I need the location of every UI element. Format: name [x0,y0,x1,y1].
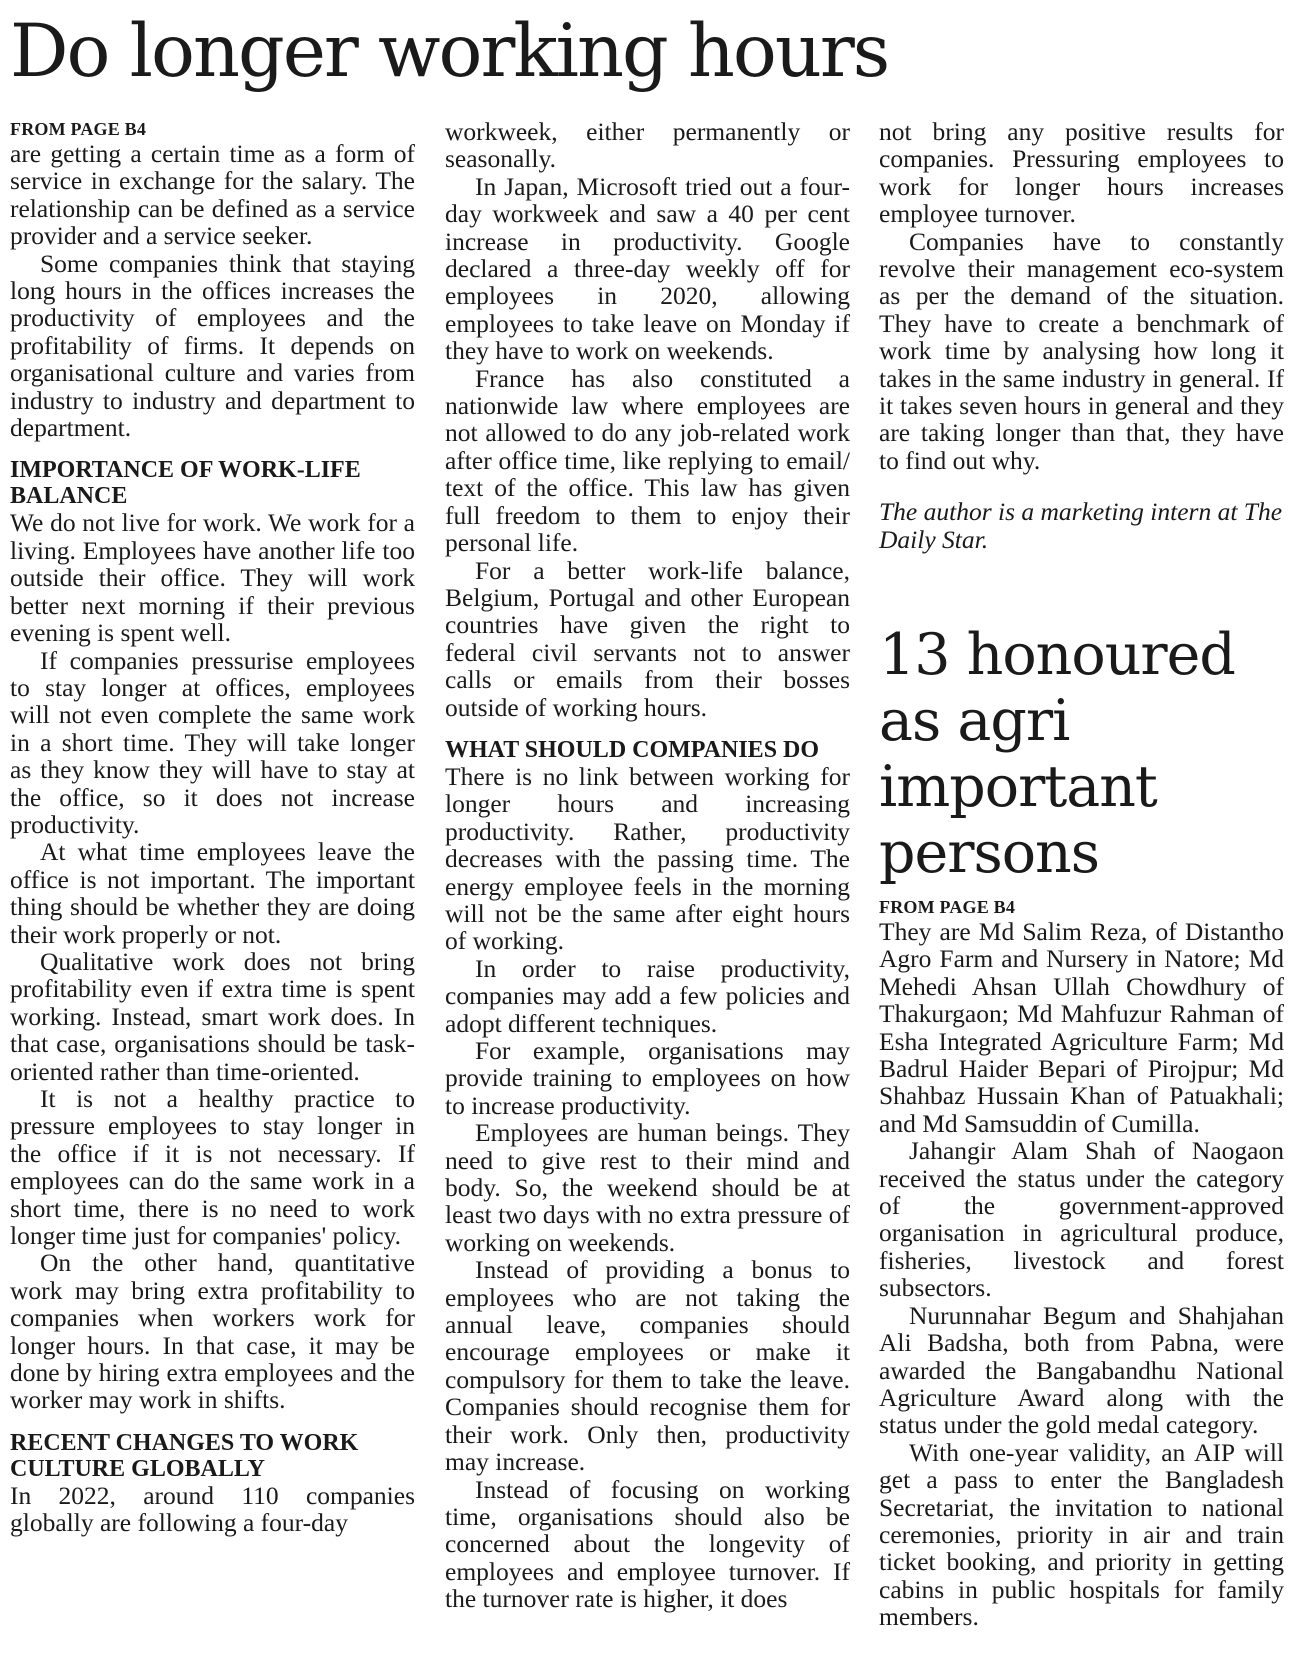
paragraph: It is not a healthy practice to pressure employees to stay longer in the office if it is not necessary. If employees can do the same work in a short time, there is no need to work longer time just for companies' policy. [10,1084,415,1251]
paragraph: In 2022, around 110 companies globally are following a four-day [10,1480,415,1538]
paragraph: Qualitative work does not bring profitability even if extra time is spent working. Instead, smart work does. In that case, organisations should be task-oriented rather than time-oriented. [10,946,415,1086]
paragraph: At what time employees leave the office is not important. The important thing should be whether they are doing their work properly or not. [10,837,415,949]
paragraph: There is no link between working for longer hours and increasing productivity. Rather, productivity decreases with the passing time. The energy employee feels in the morning will not be the same after eight hours of working. [445,761,850,956]
paragraph: Some companies think that staying long hours in the offices increases the productivity of employees and the profitability of firms. It depends on organisational culture and varies from industry to industry and department to department. [10,248,415,443]
paragraph: In Japan, Microsoft tried out a four-day workweek and saw a 40 per cent increase in productivity. Google declared a three-day weekly off for employees in 2020, allowing employees to take leave on Monday if they have to work on weekends. [445,171,850,366]
story1-column-1 [10,118,415,1537]
paragraph: Nurunnahar Begum and Shahjahan Ali Badsha, both from Pabna, were awarded the Bangabandhu National Agriculture Award along with the status under the gold medal category. [879,1300,1284,1440]
paragraph: For example, organisations may provide training to employees on how to increase productivity. [445,1036,850,1120]
author-note: The author is a marketing intern at The Daily Star. [879,497,1283,554]
subheading-what-should-companies-do: WHAT SHOULD COMPANIES DO [445,736,820,763]
paragraph: Instead of focusing on working time, organisations should also be concerned about the longevity of employees and employee turnover. If the turnover rate is higher, it does [445,1474,850,1614]
paragraph: They are Md Salim Reza, of Distantho Agro Farm and Nursery in Natore; Md Mehedi Ahsan Ullah Chowdhury of Thakurgaon; Md Mahfuzur Rahman of Esha Integrated Agriculture Farm; Md Badrul Haider Bepari of Pirojpur; Md Shahbaz Hussain Khan of Patuakhali; and Md Samsuddin of Cumilla. [879,917,1284,1138]
paragraph: Jahangir Alam Shah of Naogaon received the status under the category of the government-approved organisation in agricultural produce, fisheries, livestock and forest subsectors. [879,1136,1284,1303]
subheading-recent-changes: RECENT CHANGES TO WORK CULTURE GLOBALLY [10,1429,359,1482]
story2-kicker: FROM PAGE B4 [879,897,1016,917]
paragraph: For a better work-life balance, Belgium, Portugal and other European countries have given the right to federal civil servants not to answer calls or emails from their bosses outside of working hours. [445,555,850,722]
paragraph: Instead of providing a bonus to employees who are not taking the annual leave, companies should encourage employees or make it compulsory for them to take the leave. Companies should recognise them for their work. Only then, productivity may increase. [445,1255,850,1477]
story1-column-2 [445,118,850,1613]
paragraph: With one-year validity, an AIP will get a pass to enter the Bangladesh Secretariat, the invitation to national ceremonies, priority in air and train ticket booking, and priority in getting cabins in public hospitals for family members. [879,1437,1284,1632]
paragraph: If companies pressurise employees to stay longer at offices, employees will not even complete the same work in a short time. They will take longer as they know they will have to stay at the office, so it does not increase productivity. [10,645,415,839]
paragraph: We do not live for work. We work for a living. Employees have another life too outside their office. They will work better next morning if their previous evening is spent well. [10,508,415,648]
story2-headline: 13 honoured as agri important persons [879,622,1235,886]
story1-kicker: FROM PAGE B4 [10,119,147,139]
paragraph: On the other hand, quantitative work may bring extra profitability to companies when workers work for longer hours. In that case, it may be done by hiring extra employees and the worker may work in shifts. [10,1248,415,1415]
paragraph: not bring any positive results for companies. Pressuring employees to work for longer hours increases employee turnover. [879,117,1284,229]
paragraph: In order to raise productivity, companies may add a few policies and adopt different techniques. [445,953,850,1038]
subheading-work-life-balance: IMPORTANCE OF WORK-LIFE BALANCE [10,457,361,510]
paragraph: France has also constituted a nationwide law where employees are not allowed to do any job-related work after office time, like replying to email/ text of the office. This law has given full freedom to them to enjoy their personal life. [445,363,850,558]
paragraph: workweek, either permanently or seasonally. [445,117,850,174]
paragraph: Companies have to constantly revolve their management eco-system as per the demand of the situation. They have to create a benchmark of work time by analysing how long it takes in the same industry in general. If it takes seven hours in general and they are taking longer than that, they have to find out why. [879,226,1284,475]
paragraph: Employees are human beings. They need to give rest to their mind and body. So, the weekend should be at least two days with no extra pressure of working on weekends. [445,1118,850,1257]
story2 [879,622,1284,1631]
paragraph: are getting a certain time as a form of service in exchange for the salary. The relationship can be defined as a service provider and a service seeker. [10,139,415,251]
story1-headline: Do longer working hours [10,9,889,94]
story1-column-3 [879,118,1284,553]
